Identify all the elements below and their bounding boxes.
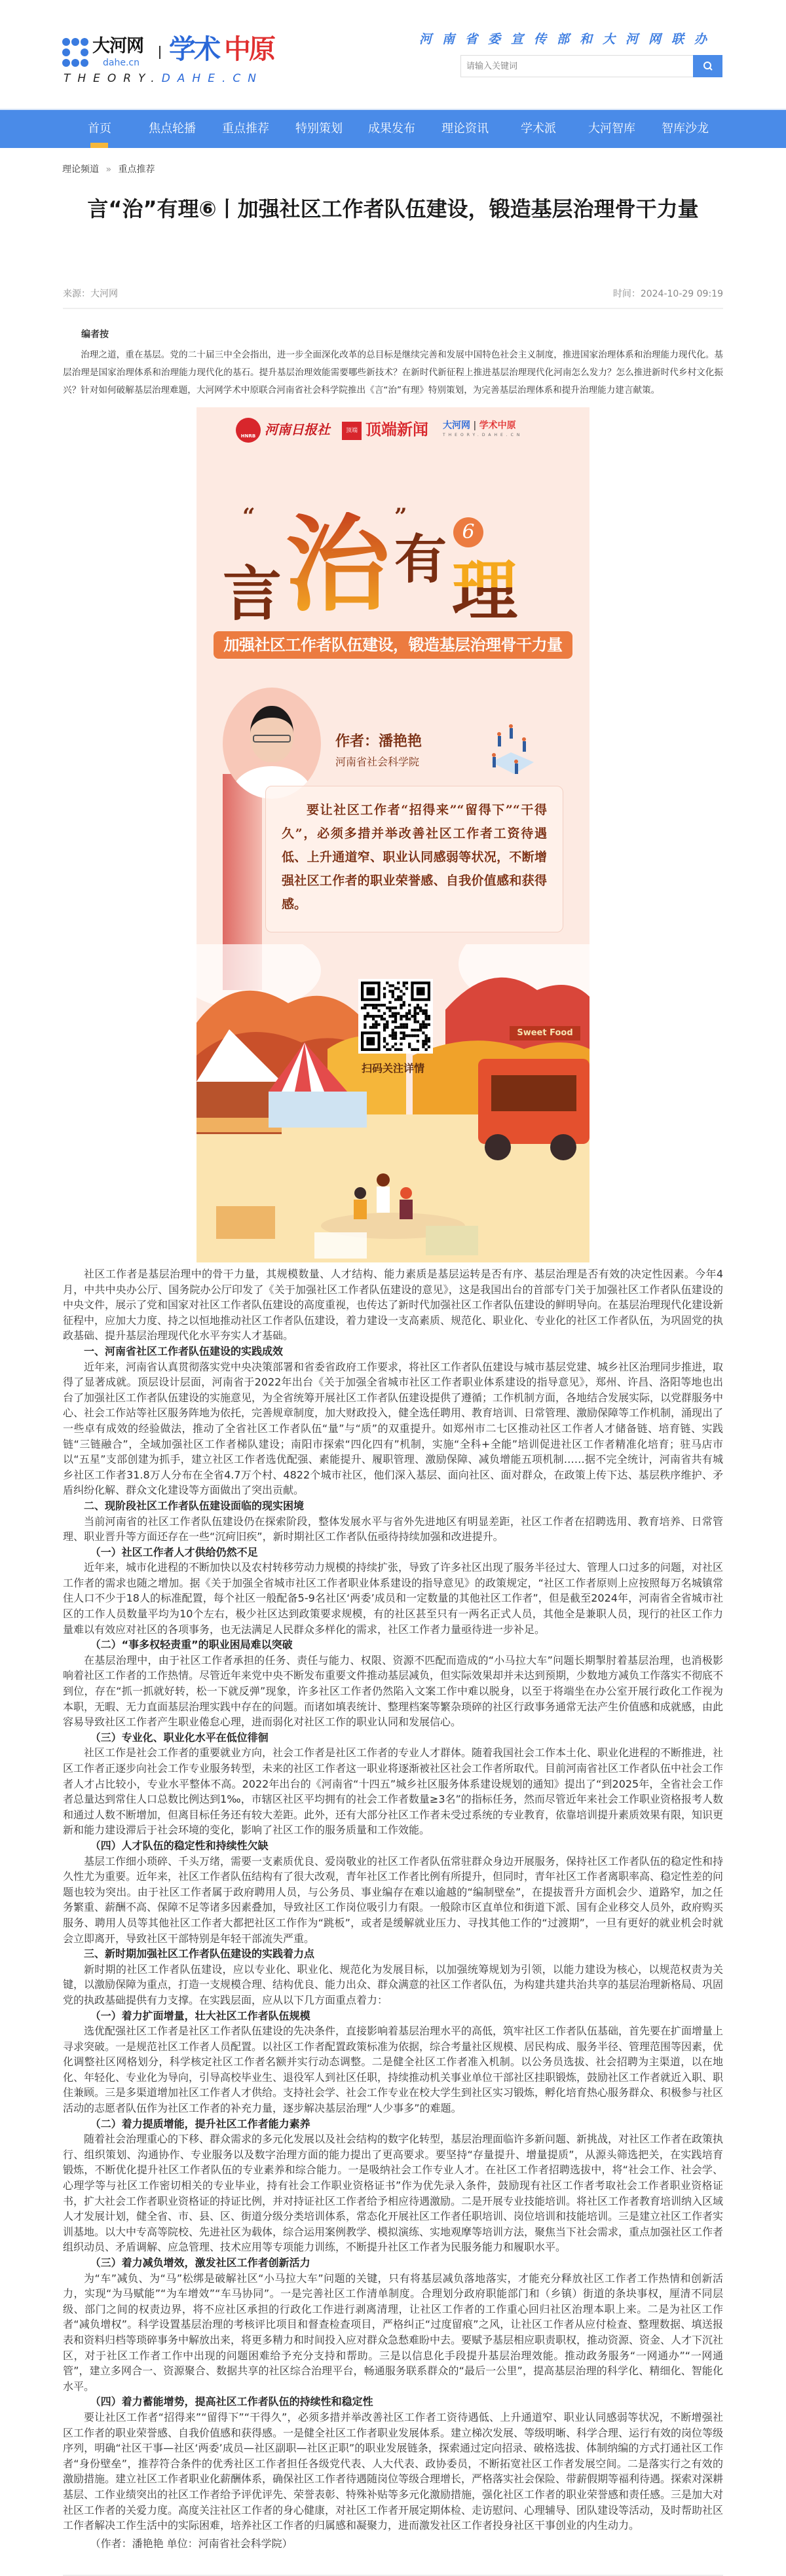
logo-domain: dahe.cn <box>103 58 140 68</box>
editor-note-text: 治理之道，重在基层。党的二十届三中全会指出，进一步全面深化改革的总目标是继续完善和发展中国特色社会主义制度，推进国家治理体系和治理能力现代化。基层治理是国家治理体系和治理能力现代化的基石。提升基层治理效能需要哪些新技术？在新时代新征程上推进基层治理现代化河南怎么发力？怎么推进新时代乡村文化振兴？针对如何破解基层治理难题，大河网学术中原联合河南省社会科学院推出《言“治”有理》特别策划，为完善基层治理体系和提升治理能力建言献策。 <box>63 350 723 396</box>
subsection-heading: （二）“事多权轻责重”的职业困局难以突破 <box>90 1638 293 1651</box>
article-meta <box>63 288 723 301</box>
dingduan-logo-text: 顶端新闻 <box>365 420 428 439</box>
logo-channel-b: 中原 <box>224 33 274 65</box>
poster-logo-theory: THEORY.DAHE.CN <box>443 433 523 437</box>
subsection-heading: （一）社区工作者人才供给仍然不足 <box>90 1545 258 1558</box>
poster-author <box>335 732 422 769</box>
page-title: 言“治”有理⑥丨加强社区工作者队伍建设，锻造基层治理骨干力量 <box>87 196 699 221</box>
qr-code-icon <box>361 982 430 1051</box>
nav-item[interactable]: 焦点轮播 <box>149 122 196 136</box>
subsection-heading: （三）专业化、职业化水平在低位徘徊 <box>90 1731 269 1744</box>
subsection-heading: （四）着力蓄能增势，提高社区工作者队伍的持续性和稳定性 <box>90 2395 373 2408</box>
qr-code[interactable] <box>358 979 433 1054</box>
logo-channel-a: 学术 <box>169 33 219 65</box>
editor-note-label: 编者按 <box>81 329 109 340</box>
subsection-heading: （三）着力减负增效，激发社区工作者创新活力 <box>90 2256 310 2269</box>
paragraph: 要让社区工作者“招得来”“留得下”“干得久”，必须多措并举改善社区工作者工资待遇低、上升通道窄、职业认同感弱等状况，不断增强社区工作者的职业荣誉感、自我价值感和获得感。一是健全社区工作者职业发展体系。建立梯次发展、等级明晰、科学合理、运行有效的岗位等级序列，明确“社区干事—社区‘两委’成员—社区副职—社区正职”的职业发展链条，探索通过定向招录、破格选拔、体制纳编的方式打通社区工作者“身份壁垒”，推荐符合条件的优秀社区工作者担任各级党代表、人大代表、政协委员，不断拓宽社区工作者发展空间。二是落实行之有效的激励措施。建立社区工作者职业化薪酬体系，确保社区工作者待遇随岗位等级合理增长，严格落实社会保险、带薪假期等福利待遇。探索对深耕基层、工作业绩突出的社区工作者给予评优评先、荣誉表彰、特殊补贴等多元化激励措施，强化社区工作者的职业荣誉感和责任感。三是加大对社区工作者的关爱力度。高度关注社区工作者的身心健康，对社区工作者开展定期体检、走访慰问、心理辅导、团队建设等活动，及时帮助社区工作者解决工作生活中的实际困难，培养社区工作者的归属感和凝聚力，进而激发社区工作者投身社区干事创业的内生动力。 <box>63 2410 724 2532</box>
series-char-you: 有 <box>394 528 447 590</box>
poster-author-affiliation: 河南省社会科学院 <box>335 756 420 768</box>
poster-logo-dahe: 大河网 <box>443 420 470 431</box>
paragraph: 在基层治理中，由于社区工作者承担的任务、责任与能力、权限、资源不匹配而造成的“小马拉大车”问题长期掣肘着基层治理，也消极影响着社区工作者的工作热情。尽管近年来党中央不断发布重要文件推动基层减负，但实际效果却并未达到预期，少数地方减负工作落实不彻底不到位，存在“抓一抓就好转，松一下就反弹”现象，许多社区工作者仍然陷入文案工作中难以脱身，以至于将端坐在办公室开展行政化工作视为本职，无暇、无力直面基层治理实践中存在的问题。而诸如填表统计、整理档案等繁杂琐碎的社区行政事务通常无法产生价值感和成就感，由此容易导致社区工作者产生职业倦怠心理，进而弱化对社区工作的职业认同和发展信心。 <box>63 1653 724 1729</box>
poster-quote: 要让社区工作者“招得来”“留得下”“干得久”，必须多措并举改善社区工作者工资待遇低、上升通道窄、职业认同感弱等状况，不断增强社区工作者的职业荣誉感、自我价值感和获得感。 <box>265 786 563 932</box>
subsection-heading: （二）着力提质增能，提升社区工作者能力素养 <box>90 2117 310 2130</box>
qr-label: 扫码关注详情 <box>361 1062 424 1075</box>
article-source: 来源：大河网 <box>63 289 118 299</box>
meta-divider <box>63 308 723 309</box>
paragraph: 选优配强社区工作者是社区工作者队伍建设的先决条件，直接影响着基层治理水平的高低，筑牢社区工作者队伍基础，首先要在扩面增量上寻求突破。一是规范社区工作者人员配置。以社区工作者配置政策标准为依据，综合考量社区规模、居民构成、服务半径、管理范围等因素，优化调整社区网格划分，科学核定社区工作者名额并实行动态调整。二是健全社区工作者准入机制。以公务员选拔、社会招聘为主渠道，以在地化、年轻化、专业化为导向，引导高校毕业生、退役军人到社区任职，持续推动机关事业单位干部社区挂职锻炼，鼓励社区工作者就近入职、职住兼顾。三是多渠道增加社区工作者人才供给。支持社会学、社会工作专业在校大学生到社区实习锻炼，孵化培育热心服务群众、积极参与社区活动的志愿者队伍作为社区工作者的补充力量，逐步解决基层治理“人少事多”的难题。 <box>63 2025 724 2115</box>
search-icon <box>703 61 713 71</box>
paragraph: 社区工作是社会工作者的重要就业方向，社会工作者是社区工作者的专业人才群体。随着我国社会工作本土化、职业化进程的不断推进，社区工作者正逐步向社会工作专业服务转型，未来的社区工作者这一职业将逐渐被社区社会工作者所取代。目前河南省社区工作者队伍中社会工作者人才占比较小，专业水平整体不高。2022年出台的《河南省“十四五”城乡社区服务体系建设规划的通知》提出了“到2025年，全省社会工作者总量达到常住人口总数比例达到1‰，市辖区社区平均拥有的社会工作者数量≥3名”的指标任务，然而尽管近年来社会工作职业资格报考人数和通过人数不断增加，但离目标任务还有较大差距。此外，还有大部分社区工作者未受过系统的专业教育，依靠培训提升素质效果有限，知识更新和能力建设滞后于社会环境的变化，影响了社区工作的服务质量和工作效能。 <box>63 1746 724 1837</box>
nav-item[interactable]: 理论资讯 <box>441 122 489 136</box>
logo-theory-a: THEORY. <box>64 72 162 85</box>
nav-item[interactable]: 成果发布 <box>368 122 415 136</box>
nav-item[interactable]: 智库沙龙 <box>662 122 709 136</box>
article-content <box>63 308 723 2576</box>
subsection-heading: （四）人才队伍的稳定性和持续性欠缺 <box>90 1839 269 1852</box>
breadcrumb-separator: » <box>105 164 112 175</box>
series-char-yan: 言 <box>223 559 282 629</box>
article-time: 时间：2024-10-29 09:19 <box>612 289 723 299</box>
poster-banner: 加强社区工作者队伍建设，锻造基层治理骨干力量 <box>214 631 572 659</box>
series-number-badge: 6 <box>453 517 483 547</box>
editor-note <box>63 326 723 399</box>
series-char-li: 理 <box>452 552 517 629</box>
search-button[interactable] <box>693 55 722 77</box>
subsection-heading: （一）着力扩面增量，壮大社区工作者队伍规模 <box>90 2009 310 2022</box>
breadcrumb-item-featured[interactable]: 重点推荐 <box>118 164 155 175</box>
main-nav <box>0 109 786 148</box>
nav-item[interactable]: 特别策划 <box>295 122 343 136</box>
article-poster <box>196 407 590 1262</box>
series-quote-open: “ <box>242 504 255 530</box>
series-title-art <box>216 503 570 629</box>
hnrb-logo-text: 河南日报社 <box>265 422 330 437</box>
logo-brand: 大河网 <box>92 36 143 56</box>
logo-separator <box>159 46 160 59</box>
paragraph: 新时期的社区工作者队伍建设，应以专业化、职业化、规范化为发展目标，以加强统筹规划为引领，以能力建设为核心，以规范权责为关键，以激励保障为重点，打造一支规模合理、结构优良、能力出众、群众满意的社区工作者队伍，为构建共建共治共享的基层治理新格局、巩固党的执政基础提供有力支撑。在实践层面，应从以下几方面重点着力： <box>63 1962 724 2006</box>
nav-item[interactable]: 大河智库 <box>588 122 635 136</box>
paragraph: 为“车”减负、为“马”松绑是破解社区“小马拉大车”问题的关键，只有将基层减负落地落实，才能充分释放社区工作者工作热情和创新活力，实现“为马赋能”“为车增效”“车马协同”。一是完善社区工作清单制度。合理划分政府职能部门和（乡镇）街道的条块事权，厘清不同层级、部门之间的权责边界，将不应社区承担的行政化工作进行剥离清理，让社区工作者的工作重心回归社区治理本职上来。二是为社区工作者“减负增权”。科学设置基层治理的考核评比项目和督查检查项目，严格纠正“过度留痕”之风，让社区工作者从应付检查、整理数据、填送报表和资料归档等琐碎事务中解放出来，将更多精力和时间投入应对群众急愁难盼中去。要赋予基层相应职责职权，推动资源、资金、人才下沉社区，对于社区工作者工作中出现的问题困难给予充分支持和帮助。三是以信息化手段提升基层治理效能。推动政务服务“一网通办”“一网通管”，建立多网合一、资源聚合、数据共享的社区综合治理平台，畅通服务联系群众的“最后一公里”，提高基层治理的科学化、精细化、智能化水平。 <box>63 2272 724 2393</box>
dingduan-logo-icon: 顶端 <box>342 422 362 440</box>
people-illustration-icon <box>485 723 537 782</box>
section-heading: 二、现阶段社区工作者队伍建设面临的现实困境 <box>84 1499 305 1512</box>
logo-theory-b: DAHE.CN <box>161 72 263 85</box>
section-heading: 一、河南省社区工作者队伍建设的实践成效 <box>84 1344 284 1357</box>
logo-theory <box>64 72 263 85</box>
hnrb-logo-icon: HNRB <box>236 418 261 443</box>
poster-author-name: 作者：潘艳艳 <box>335 733 422 750</box>
author-credit: （作者：潘艳艳 单位：河南省社会科学院） <box>90 2537 293 2550</box>
section-heading: 三、新时期加强社区工作者队伍建设的实践着力点 <box>84 1947 315 1960</box>
dahe-xszy-logo: 大河网 | 学术中原 THEORY.DAHE.CN <box>443 420 523 437</box>
author-photo <box>223 688 321 799</box>
poster-logos <box>196 418 590 451</box>
paragraph: 随着社会治理重心的下移、群众需求的多元化发展以及社会结构的数字化转型，基层治理面临许多新问题、新挑战，对社区工作者在政策执行、组织策划、沟通协作、专业服务以及数字治理方面的能力提出了更高要求。要坚持“存量提升、增量提质”，从源头筛选把关，在实践培育锻炼，不断优化提升社区工作者队伍的专业素养和综合能力。一是吸纳社会工作专业人才。在社区工作者招聘选拔中，将“社会工作、社会学、心理学等与社区工作密切相关的专业毕业，持有社会工作职业资格证书”作为优先录入条件，鼓励现有社区工作者考取社会工作者职业资格证书，扩大社会工作者职业资格证的持证比例，并对持证社区工作者给予相应待遇激励。二是开展专业技能培训。将社区工作者教育培训纳入区域人才发展计划，健全省、市、县、区、街道分级分类培训体系，常态化开展社区工作者任职培训、岗位培训和技能培训。三是建立社区工作者实训基地。以大中专高等院校、先进社区为载体，综合运用案例教学、模拟演练、实地观摩等培训方法，聚焦当下社会需求，重点加强社区工作者组织动员、矛盾调解、应急管理、技术应用等专项能力训练，不断提升社区工作者为民服务能力和履职水平。 <box>63 2133 724 2254</box>
nav-item[interactable]: 首页 <box>88 122 111 136</box>
site-header <box>0 0 786 110</box>
search-input[interactable] <box>461 56 693 77</box>
nav-item[interactable]: 学术派 <box>521 122 556 136</box>
header-slogan: 河南省委宣传部和大河网联办 <box>419 32 718 46</box>
article-body <box>63 1266 723 2551</box>
breadcrumb-item-theory[interactable]: 理论频道 <box>62 164 99 175</box>
paragraph: 当前河南省的社区工作者队伍建设仍在探索阶段，整体发展水平与省外先进地区有明显差距，社区工作者在招聘选用、教育培养、日常管理、职业晋升等方面还存在一些“沉疴旧疾”，新时期社区工作者队伍亟待持续加强和改进提升。 <box>63 1515 723 1543</box>
food-truck-sign: Sweet Food <box>510 1026 580 1040</box>
dahe-logo-icon <box>62 38 88 67</box>
paragraph: 近年来，城市化进程的不断加快以及农村转移劳动力规模的持续扩张，导致了许多社区出现了服务半径过大、管理人口过多的问题，对社区工作者的需求也随之增加。据《关于加强全省城市社区工作者职业体系建设的指导意见》的政策规定，“社区工作者原则上应按照每万名城镇常住人口不少于18人的标准配置，每个社区一般配备5-9名社区‘两委’成员和一定数量的其他社区工作者”，但是截至2024年，河南省全省城市社区的工作人员数量平均为10个左右，极少社区达到政策要求规模，有的社区甚至只有一两名正式人员，其他全是兼职人员，现行的社区工作力量难以有效应对社区的各项事务，也无法满足人民群众多样化的需求，社区工作者力量亟待进一步补足。 <box>63 1561 724 1636</box>
breadcrumb <box>62 164 159 175</box>
paragraph: 社区工作者是基层治理中的骨干力量，其规模数量、人才结构、能力素质是基层运转是否有序、基层治理是否有效的决定性因素。今年4月，中共中央办公厅、国务院办公厅印发了《关于加强社区工作者队伍建设的意见》，这是我国出台的首部专门关于加强社区工作者队伍建设的中央文件，展示了党和国家对社区工作者队伍建设的高度重视，也传达了新时代加强社区工作者队伍建设的鲜明导向。在基层治理现代化建设新征程中，应加大力度、持之以恒地推动社区工作者队伍建设，着力建设一支高素质、规范化、职业化、专业化的社区工作者队伍，为巩固党的执政基础、提升基层治理现代化水平夯实人才基础。 <box>63 1268 724 1342</box>
paragraph: 基层工作细小琐碎、千头万绪，需要一支素质优良、爱岗敬业的社区工作者队伍常驻群众身边开展服务，保持社区工作者队伍的稳定性和持久性尤为重要。近年来，社区工作者队伍结构有了很大改观，青年社区工作者比例有所提升，但同时，青年社区工作者离职率高、稳定性差的问题也较为突出。由于社区工作者属于政府聘用人员，与公务员、事业编存在难以逾越的“编制壁垒”，在提拔晋升方面机会少、道路窄，加之任务繁重、薪酬不高、保障不足等诸多因素叠加，导致社区工作岗位吸引力有限。一般除市区直单位和街道下派、国有企业移交人员外，政府购买服务、聘用人员等其他社区工作者大都把社区工作作为“跳板”，或者是缓解就业压力、寻找其他工作的“过渡期”，一旦有更好的就业机会时就会立即离开，导致社区干部特别是年轻干部流失严重。 <box>63 1854 724 1945</box>
nav-item[interactable]: 重点推荐 <box>222 122 269 136</box>
paragraph: 近年来，河南省认真贯彻落实党中央决策部署和省委省政府工作要求，将社区工作者队伍建设与城市基层党建、城乡社区治理同步推进，取得了显著成就。顶层设计层面，河南省于2022年出台《关于加强全省城市社区工作者职业体系建设的指导意见》，郑州、许昌、洛阳等地也出台了加强社区工作者队伍建设的实施意见，为全省统筹开展社区工作者队伍建设提供了遵循；工作机制方面，各地结合发展实际，以党群服务中心、社会工作站等社区服务阵地为依托，完善规章制度，加大财政投入，健全选任聘用、教育培训、日常管理、激励保障等工作机制，涌现出了一些卓有成效的经验做法，推动了全省社区工作者队伍“量”与“质”的双重提升。如郑州市二七区推动社区工作者人才储备链、培育链、实践链“三链融合”，全域加强社区工作者梯队建设；南阳市探索“四化四有”机制，实施“全科+全能”培训促进社区工作者精准化培育；驻马店市以“五星”支部创建为抓手，建立社区工作者选优配强、素能提升、履职管理、激励保障、减负增能五项机制……据不完全统计，河南省共有城乡社区工作者31.8万人分布在全省4.7万个村、4822个城市社区，他们深入基层、面向社区、面对群众，在政策上传下达、基层秩序维护、矛盾纠纷化解、群众文化建设等方面做出了突出贡献。 <box>63 1360 724 1497</box>
search-box <box>460 55 722 77</box>
site-logo[interactable] <box>62 33 278 85</box>
series-char-zhi: 治 <box>285 503 390 626</box>
poster-logo-xszy: 学术中原 <box>479 420 516 431</box>
series-quote-close: ” <box>394 504 407 530</box>
